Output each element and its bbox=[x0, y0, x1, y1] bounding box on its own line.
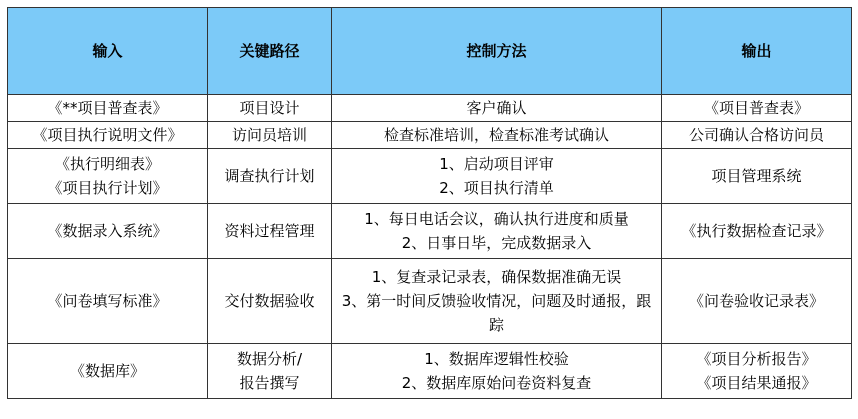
cell-input: 《数据库》 bbox=[8, 344, 208, 399]
cell-input: 《数据录入系统》 bbox=[8, 204, 208, 259]
cell-key-path: 访问员培训 bbox=[208, 122, 332, 149]
table-row bbox=[8, 204, 852, 259]
cell-control-method: 1、每日电话会议，确认执行进度和质量 2、日事日毕，完成数据录入 bbox=[332, 204, 662, 259]
cell-key-path: 项目设计 bbox=[208, 95, 332, 122]
cell-key-path: 资料过程管理 bbox=[208, 204, 332, 259]
cell-output: 《问卷验收记录表》 bbox=[662, 259, 852, 344]
cell-output: 《项目分析报告》 《项目结果通报》 bbox=[662, 344, 852, 399]
header-output: 输出 bbox=[662, 8, 852, 95]
cell-control-method: 检查标准培训，检查标准考试确认 bbox=[332, 122, 662, 149]
cell-control-method: 1、启动项目评审 2、项目执行清单 bbox=[332, 149, 662, 204]
table-row bbox=[8, 149, 852, 204]
cell-output: 《项目普查表》 bbox=[662, 95, 852, 122]
header-key-path: 关键路径 bbox=[208, 8, 332, 95]
cell-output: 《执行数据检查记录》 bbox=[662, 204, 852, 259]
control-table bbox=[7, 7, 852, 399]
header-control-method: 控制方法 bbox=[332, 8, 662, 95]
cell-control-method: 1、复查录记录表，确保数据准确无误 3、第一时间反馈验收情况，问题及时通报，跟踪 bbox=[332, 259, 662, 344]
cell-key-path: 数据分析/ 报告撰写 bbox=[208, 344, 332, 399]
table-header-row bbox=[8, 8, 852, 95]
table-row bbox=[8, 95, 852, 122]
control-table-container bbox=[7, 7, 851, 399]
cell-input: 《执行明细表》 《项目执行计划》 bbox=[8, 149, 208, 204]
table-row bbox=[8, 122, 852, 149]
cell-output: 公司确认合格访问员 bbox=[662, 122, 852, 149]
cell-output: 项目管理系统 bbox=[662, 149, 852, 204]
header-input: 输入 bbox=[8, 8, 208, 95]
cell-key-path: 调查执行计划 bbox=[208, 149, 332, 204]
cell-input: 《项目执行说明文件》 bbox=[8, 122, 208, 149]
cell-key-path: 交付数据验收 bbox=[208, 259, 332, 344]
table-row bbox=[8, 344, 852, 399]
cell-input: 《问卷填写标准》 bbox=[8, 259, 208, 344]
cell-input: 《**项目普查表》 bbox=[8, 95, 208, 122]
cell-control-method: 1、数据库逻辑性校验 2、数据库原始问卷资料复查 bbox=[332, 344, 662, 399]
table-row bbox=[8, 259, 852, 344]
cell-control-method: 客户确认 bbox=[332, 95, 662, 122]
